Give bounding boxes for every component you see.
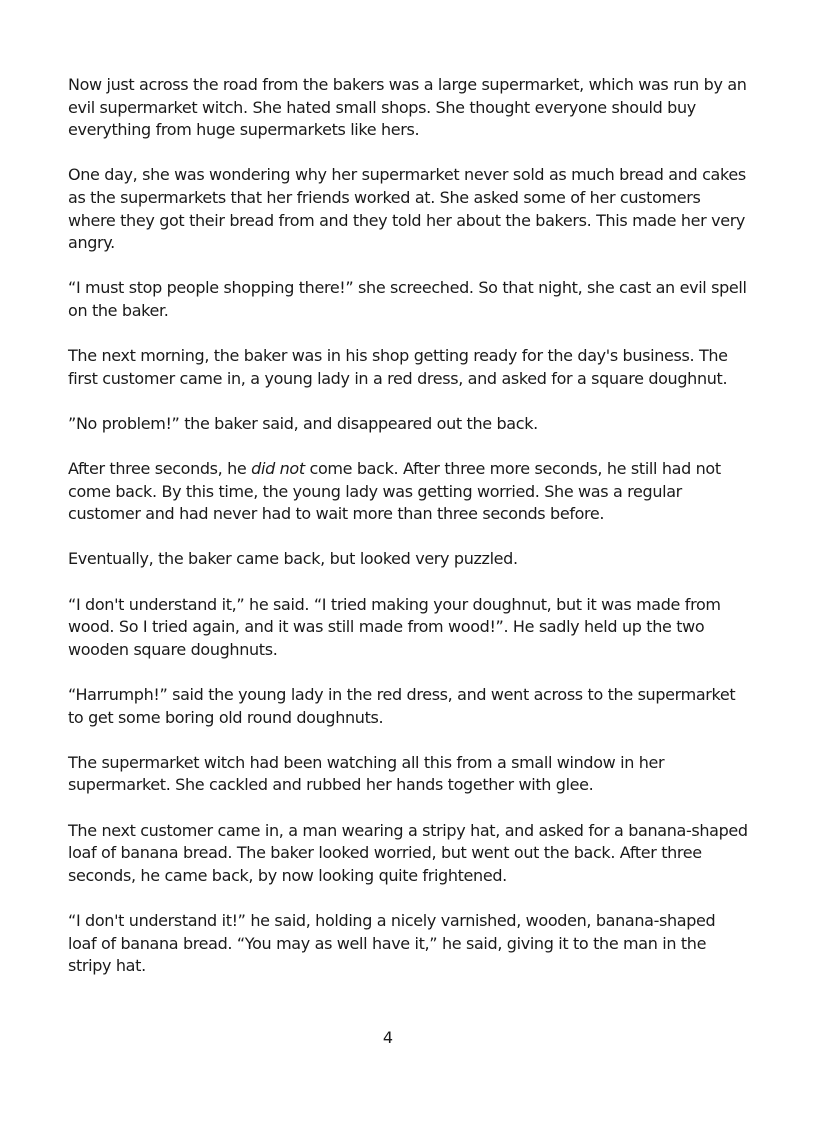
story-paragraph	[68, 820, 748, 888]
paragraph-text: The next morning, the baker was in his shop getting ready for the day's business. The first customer came in, a young lady in a red dress, and asked for a square doughnut.	[68, 346, 728, 388]
paragraph-text: The supermarket witch had been watching all this from a small window in her supermarket. She cackled and rubbed her hands together with glee.	[68, 752, 665, 795]
story-paragraph	[68, 594, 748, 662]
paragraph-text: One day, she was wondering why her supermarket never sold as much bread and cakes as the supermarkets that her friends worked at. She asked some of her customers where they got their bread from and they told her about the bakers. This made her very angry.	[68, 165, 746, 253]
emphasized-text: did not	[251, 459, 305, 479]
story-text	[68, 74, 748, 1000]
story-paragraph	[68, 74, 748, 142]
story-paragraph	[68, 752, 748, 797]
story-paragraph	[68, 345, 748, 390]
paragraph-text: The next customer came in, a man wearing a stripy hat, and asked for a banana-shaped loaf of banana bread. The baker looked worried, but went out the back. After three seconds, he came back, by now looking quite frightened.	[68, 820, 748, 885]
paragraph-text: “Harrumph!” said the young lady in the red dress, and went across to the supermarket to get some boring old round doughnuts.	[68, 685, 736, 727]
story-paragraph	[68, 548, 748, 571]
paragraph-text: “I don't understand it!” he said, holding a nicely varnished, wooden, banana-shaped loaf of banana bread. “You may as well have it,” he said, giving it to the man in the stripy hat.	[68, 910, 716, 976]
story-paragraph	[68, 413, 748, 436]
paragraph-text: “I don't understand it,” he said. “I tried making your doughnut, but it was made from wood. So I tried again, and it was still made from wood!”. He sadly held up the two wooden square doughnuts.	[68, 594, 721, 659]
story-paragraph	[68, 684, 748, 729]
paragraph-text: Now just across the road from the bakers was a large supermarket, which was run by an evil supermarket witch. She hated small shops. She thought everyone should buy everything from huge supermarkets like hers.	[68, 75, 747, 140]
story-paragraph	[68, 458, 748, 526]
paragraph-text: After three seconds, he	[68, 459, 252, 479]
story-paragraph	[68, 910, 748, 978]
paragraph-text: ”No problem!” the baker said, and disappeared out the back.	[68, 413, 538, 433]
paragraph-text: “I must stop people shopping there!” she screeched. So that night, she cast an evil spell on the baker.	[68, 278, 747, 320]
story-paragraph	[68, 277, 748, 322]
paragraph-text: Eventually, the baker came back, but looked very puzzled.	[68, 549, 518, 569]
page-number: 4	[382, 1028, 394, 1047]
story-paragraph	[68, 164, 748, 254]
paragraph-text: come back. After three more seconds, he still had not come back. By this time, the young lady was getting worried. She was a regular customer and had never had to wait more than three seconds before.	[68, 459, 721, 524]
